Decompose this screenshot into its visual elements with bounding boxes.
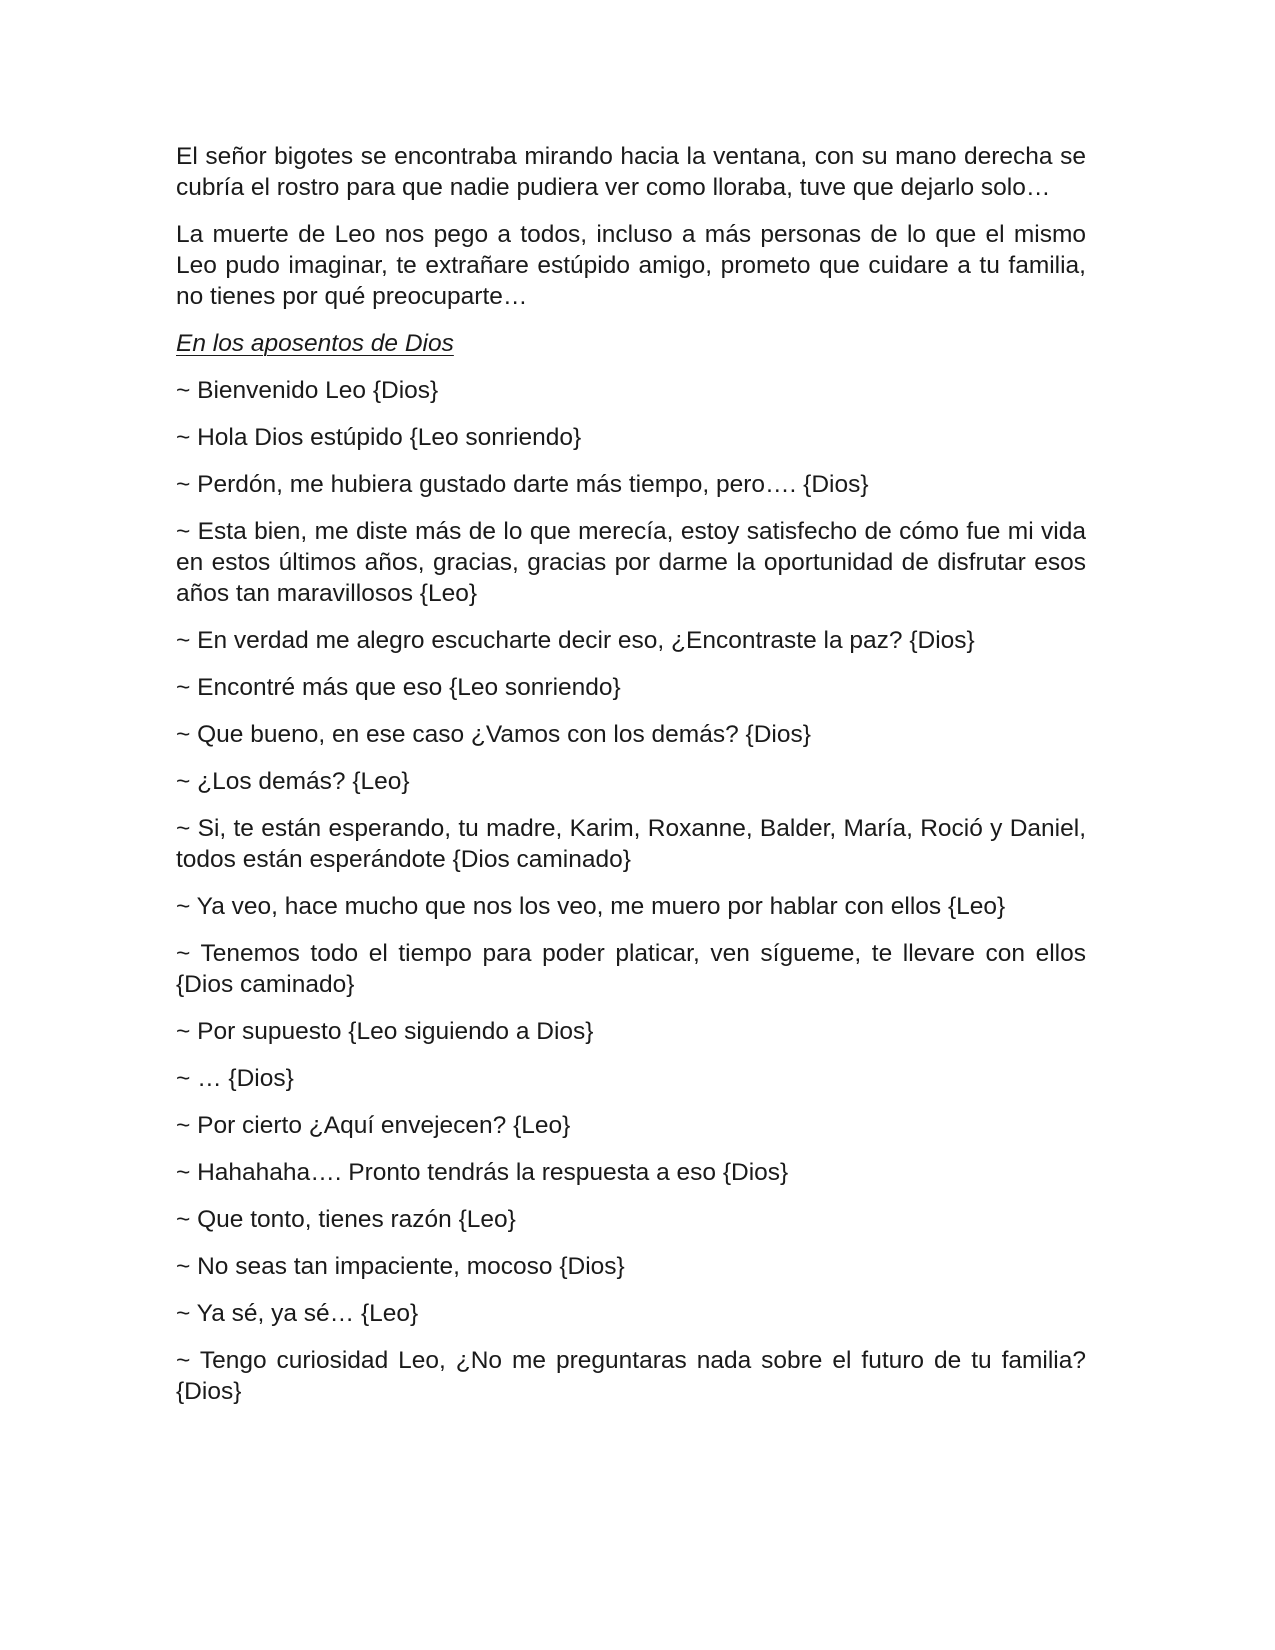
dialogue-line: ~ Bienvenido Leo {Dios} <box>176 377 439 404</box>
dialogue-line: ~ No seas tan impaciente, mocoso {Dios} <box>176 1253 625 1280</box>
dialogue-line: ~ Por cierto ¿Aquí envejecen? {Leo} <box>176 1112 571 1139</box>
document-page <box>176 141 1086 1423</box>
section-heading: En los aposentos de Dios <box>176 330 454 357</box>
dialogue-line: ~ … {Dios} <box>176 1065 294 1092</box>
dialogue-line: ~ Ya sé, ya sé… {Leo} <box>176 1300 419 1327</box>
dialogue-line: ~ Hahahaha…. Pronto tendrás la respuesta a eso {Dios} <box>176 1159 789 1186</box>
narrative-paragraph: La muerte de Leo nos pego a todos, incluso a más personas de lo que el mismo Leo pudo imaginar, te extrañare estúpido amigo, prometo que cuidare a tu familia, no tienes por qué preocuparte… <box>176 221 1086 310</box>
dialogue-line: ~ Por supuesto {Leo siguiendo a Dios} <box>176 1018 594 1045</box>
dialogue-line: ~ ¿Los demás? {Leo} <box>176 768 410 795</box>
narrative-paragraph: El señor bigotes se encontraba mirando hacia la ventana, con su mano derecha se cubría el rostro para que nadie pudiera ver como lloraba, tuve que dejarlo solo… <box>176 143 1086 201</box>
dialogue-line: ~ Encontré más que eso {Leo sonriendo} <box>176 674 621 701</box>
dialogue-line: ~ Si, te están esperando, tu madre, Karim, Roxanne, Balder, María, Roció y Daniel, todos están esperándote {Dios caminado} <box>176 815 1086 873</box>
dialogue-line: ~ En verdad me alegro escucharte decir eso, ¿Encontraste la paz? {Dios} <box>176 627 975 654</box>
dialogue-line: ~ Hola Dios estúpido {Leo sonriendo} <box>176 424 582 451</box>
dialogue-line: ~ Que tonto, tienes razón {Leo} <box>176 1206 516 1233</box>
dialogue-line: ~ Tengo curiosidad Leo, ¿No me preguntaras nada sobre el futuro de tu familia? {Dios} <box>176 1347 1086 1405</box>
dialogue-line: ~ Tenemos todo el tiempo para poder platicar, ven sígueme, te llevare con ellos {Dios caminado} <box>176 940 1086 998</box>
dialogue-line: ~ Perdón, me hubiera gustado darte más tiempo, pero…. {Dios} <box>176 471 869 498</box>
dialogue-line: ~ Ya veo, hace mucho que nos los veo, me muero por hablar con ellos {Leo} <box>176 893 1006 920</box>
dialogue-line: ~ Que bueno, en ese caso ¿Vamos con los demás? {Dios} <box>176 721 811 748</box>
dialogue-line: ~ Esta bien, me diste más de lo que merecía, estoy satisfecho de cómo fue mi vida en estos últimos años, gracias, gracias por darme la oportunidad de disfrutar esos años tan maravillosos {Leo} <box>176 518 1086 607</box>
